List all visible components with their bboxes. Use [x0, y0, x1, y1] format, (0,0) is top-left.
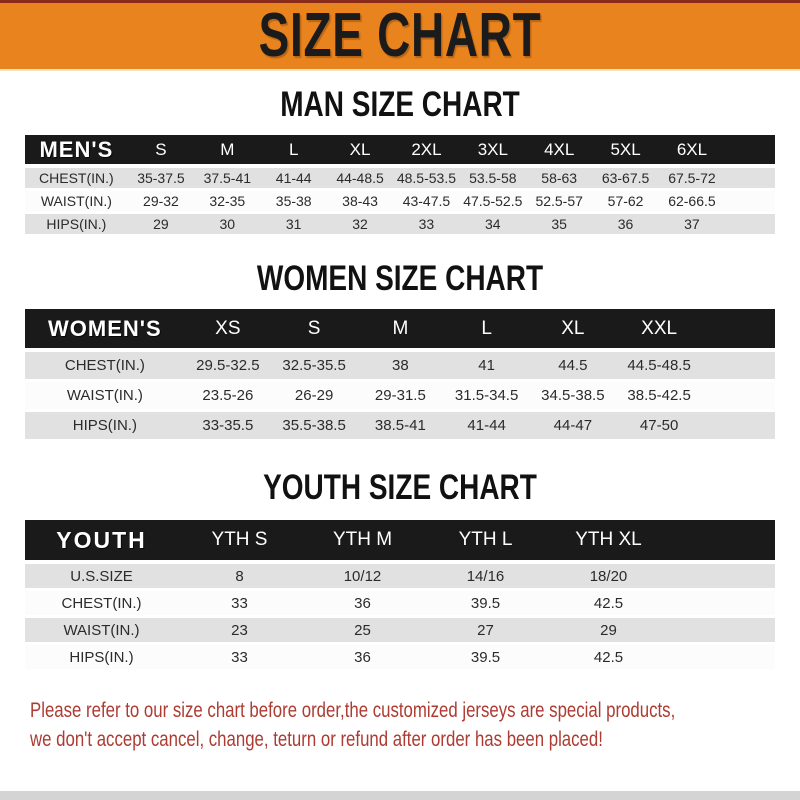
- measurement-row: [25, 382, 775, 412]
- size-value-cell: 53.5-58: [460, 168, 526, 191]
- size-column-header: YTH L: [424, 520, 547, 564]
- size-value-cell: 35-38: [261, 191, 327, 214]
- women-size-table: [25, 309, 775, 442]
- section-heading-man: MAN SIZE CHART: [280, 85, 520, 124]
- size-column-header: YTH S: [178, 520, 301, 564]
- row-label: U.S.SIZE: [25, 564, 178, 591]
- filler-cell: [670, 645, 775, 672]
- measurement-row: [25, 412, 775, 442]
- size-value-cell: 29.5-32.5: [185, 352, 271, 382]
- measurement-row: [25, 191, 775, 214]
- row-label: WAIST(IN.): [25, 618, 178, 645]
- size-column-header: L: [443, 309, 529, 352]
- size-value-cell: 47.5-52.5: [460, 191, 526, 214]
- size-value-cell: 27: [424, 618, 547, 645]
- size-column-header: S: [271, 309, 357, 352]
- filler-cell: [670, 618, 775, 645]
- size-value-cell: 10/12: [301, 564, 424, 591]
- row-label: HIPS(IN.): [25, 645, 178, 672]
- size-value-cell: 38.5-42.5: [616, 382, 702, 412]
- filler-cell: [725, 168, 775, 191]
- measurement-row: [25, 168, 775, 191]
- filler-cell: [670, 564, 775, 591]
- size-value-cell: 29-31.5: [357, 382, 443, 412]
- row-label: HIPS(IN.): [25, 412, 185, 442]
- men-size-table: [25, 135, 775, 237]
- measurement-row: [25, 618, 775, 645]
- size-column-header: S: [128, 135, 194, 168]
- size-value-cell: 48.5-53.5: [393, 168, 459, 191]
- bottom-strip: [0, 791, 800, 800]
- size-value-cell: 31: [261, 214, 327, 237]
- size-column-header: 5XL: [592, 135, 658, 168]
- size-value-cell: 57-62: [592, 191, 658, 214]
- size-value-cell: 33-35.5: [185, 412, 271, 442]
- size-column-header: L: [261, 135, 327, 168]
- banner: [0, 0, 800, 71]
- size-value-cell: 14/16: [424, 564, 547, 591]
- row-label: CHEST(IN.): [25, 168, 128, 191]
- youth-size-table: [25, 520, 775, 672]
- size-column-header: 6XL: [659, 135, 725, 168]
- size-value-cell: 44.5-48.5: [616, 352, 702, 382]
- measurement-row: [25, 564, 775, 591]
- size-value-cell: 32-35: [194, 191, 260, 214]
- corner-cell-women: WOMEN'S: [25, 309, 185, 352]
- header-filler: [702, 309, 775, 352]
- size-value-cell: 33: [178, 591, 301, 618]
- size-value-cell: 37: [659, 214, 725, 237]
- size-value-cell: 33: [393, 214, 459, 237]
- filler-cell: [702, 412, 775, 442]
- disclaimer-line-2: we don't accept cancel, change, teturn or refund after order has been placed!: [30, 728, 603, 751]
- row-label: HIPS(IN.): [25, 214, 128, 237]
- measurement-row: [25, 352, 775, 382]
- size-column-header: YTH M: [301, 520, 424, 564]
- size-value-cell: 23.5-26: [185, 382, 271, 412]
- measurement-row: [25, 591, 775, 618]
- size-value-cell: 62-66.5: [659, 191, 725, 214]
- size-value-cell: 34: [460, 214, 526, 237]
- size-value-cell: 25: [301, 618, 424, 645]
- size-column-header: M: [194, 135, 260, 168]
- size-value-cell: 36: [301, 645, 424, 672]
- size-value-cell: 38.5-41: [357, 412, 443, 442]
- size-value-cell: 42.5: [547, 591, 670, 618]
- measurement-row: [25, 645, 775, 672]
- youth-header-row: [25, 520, 775, 564]
- size-column-header: XL: [530, 309, 616, 352]
- size-column-header: 2XL: [393, 135, 459, 168]
- section-heading-youth: YOUTH SIZE CHART: [263, 468, 537, 507]
- size-value-cell: 63-67.5: [592, 168, 658, 191]
- filler-cell: [725, 191, 775, 214]
- size-value-cell: 35: [526, 214, 592, 237]
- section-heading-women: WOMEN SIZE CHART: [256, 259, 544, 298]
- disclaimer: [30, 696, 800, 754]
- size-value-cell: 39.5: [424, 645, 547, 672]
- size-value-cell: 58-63: [526, 168, 592, 191]
- size-value-cell: 26-29: [271, 382, 357, 412]
- filler-cell: [670, 591, 775, 618]
- size-column-header: YTH XL: [547, 520, 670, 564]
- size-column-header: M: [357, 309, 443, 352]
- size-value-cell: 30: [194, 214, 260, 237]
- size-value-cell: 47-50: [616, 412, 702, 442]
- row-label: CHEST(IN.): [25, 591, 178, 618]
- filler-cell: [702, 382, 775, 412]
- row-label: CHEST(IN.): [25, 352, 185, 382]
- size-value-cell: 37.5-41: [194, 168, 260, 191]
- size-value-cell: 32.5-35.5: [271, 352, 357, 382]
- size-value-cell: 44-47: [530, 412, 616, 442]
- corner-cell-men: MEN'S: [25, 135, 128, 168]
- size-value-cell: 23: [178, 618, 301, 645]
- size-value-cell: 67.5-72: [659, 168, 725, 191]
- size-value-cell: 41-44: [261, 168, 327, 191]
- disclaimer-line-1: Please refer to our size chart before order,the customized jerseys are special products,: [30, 699, 676, 722]
- size-value-cell: 29: [128, 214, 194, 237]
- size-column-header: 4XL: [526, 135, 592, 168]
- corner-cell-youth: YOUTH: [25, 520, 178, 564]
- size-value-cell: 33: [178, 645, 301, 672]
- size-column-header: XXL: [616, 309, 702, 352]
- filler-cell: [725, 214, 775, 237]
- size-value-cell: 41: [443, 352, 529, 382]
- measurement-row: [25, 214, 775, 237]
- size-value-cell: 31.5-34.5: [443, 382, 529, 412]
- size-value-cell: 35.5-38.5: [271, 412, 357, 442]
- size-value-cell: 44.5: [530, 352, 616, 382]
- size-column-header: XL: [327, 135, 393, 168]
- men-header-row: [25, 135, 775, 168]
- size-value-cell: 36: [301, 591, 424, 618]
- size-column-header: 3XL: [460, 135, 526, 168]
- size-value-cell: 8: [178, 564, 301, 591]
- size-value-cell: 43-47.5: [393, 191, 459, 214]
- size-value-cell: 36: [592, 214, 658, 237]
- row-label: WAIST(IN.): [25, 382, 185, 412]
- size-value-cell: 34.5-38.5: [530, 382, 616, 412]
- size-value-cell: 29-32: [128, 191, 194, 214]
- size-value-cell: 35-37.5: [128, 168, 194, 191]
- size-value-cell: 52.5-57: [526, 191, 592, 214]
- size-value-cell: 32: [327, 214, 393, 237]
- row-label: WAIST(IN.): [25, 191, 128, 214]
- size-value-cell: 44-48.5: [327, 168, 393, 191]
- header-filler: [725, 135, 775, 168]
- size-value-cell: 29: [547, 618, 670, 645]
- size-value-cell: 38-43: [327, 191, 393, 214]
- size-value-cell: 38: [357, 352, 443, 382]
- size-value-cell: 39.5: [424, 591, 547, 618]
- size-value-cell: 18/20: [547, 564, 670, 591]
- banner-title: SIZE CHART: [258, 1, 542, 70]
- filler-cell: [702, 352, 775, 382]
- size-column-header: XS: [185, 309, 271, 352]
- header-filler: [670, 520, 775, 564]
- size-value-cell: 41-44: [443, 412, 529, 442]
- women-header-row: [25, 309, 775, 352]
- size-value-cell: 42.5: [547, 645, 670, 672]
